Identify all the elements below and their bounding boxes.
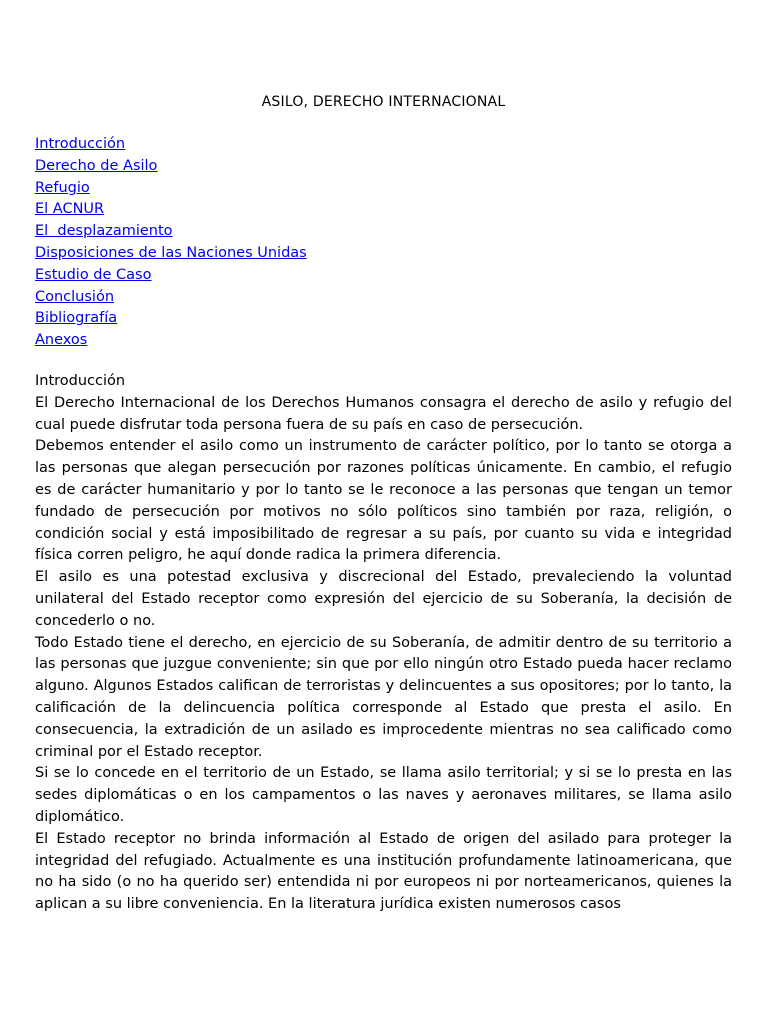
toc-link-introduccion[interactable]: Introducción bbox=[35, 136, 126, 152]
toc-link-el-desplazamiento[interactable]: El desplazamiento bbox=[35, 223, 173, 240]
body-paragraph: Todo Estado tiene el derecho, en ejercicio de su Soberanía, de admitir dentro de su territorio a las personas que juzgue conveniente; sin que por ello ningún otro Estado pueda hacer reclamo alguno. Algunos Estados califican de terroristas y delincuentes a sus opositores; por lo tanto, la calificación de la delincuencia política corresponde al Estado que presta el asilo. En consecuencia, la extradición de un asilado es improcedente mientras no sea calificado como criminal por el Estado receptor. bbox=[35, 634, 732, 760]
body-paragraph: Debemos entender el asilo como un instrumento de carácter político, por lo tanto se otorga a las personas que alegan persecución por razones políticas únicamente. En cambio, el refugio es de carácter humanitario y por lo tanto se le reconoce a las personas que tengan un temor fundado de persecución por motivos no sólo políticos sino también por raza, religión, o condición social y está imposibilitado de regresar a su país, por cuanto su vida e integridad física corren peligro, he aquí donde radica la primera diferencia. bbox=[35, 438, 732, 564]
body-paragraph: El asilo es una potestad exclusiva y discrecional del Estado, prevaleciendo la voluntad unilateral del Estado receptor como expresión del ejercicio de su Soberanía, la decisión de concederlo o no. bbox=[35, 569, 732, 629]
toc-link-conclusion[interactable]: Conclusión bbox=[35, 288, 115, 305]
section-heading-introduccion: Introducción bbox=[35, 373, 126, 389]
toc-item bbox=[35, 330, 307, 352]
toc-item bbox=[35, 265, 307, 287]
toc-link-refugio[interactable]: Refugio bbox=[35, 179, 90, 196]
toc-item bbox=[35, 308, 307, 330]
body-paragraph: El Estado receptor no brinda información al Estado de origen del asilado para proteger la integridad del refugiado. Actualmente es una institución profundamente latinoamericana, que no ha sido (o no ha querido ser) entendida ni por europeos ni por norteamericanos, quienes la aplican a su libre conveniencia. En la literatura jurídica existen numerosos casos bbox=[35, 830, 732, 913]
document-title: ASILO, DERECHO INTERNACIONAL bbox=[261, 94, 506, 110]
toc-link-derecho-de-asilo[interactable]: Derecho de Asilo bbox=[35, 157, 158, 174]
toc-item bbox=[35, 156, 307, 178]
toc-link-bibliografia[interactable]: Bibliografía bbox=[35, 310, 118, 327]
toc-link-estudio-de-caso[interactable]: Estudio de Caso bbox=[35, 266, 152, 283]
table-of-contents bbox=[35, 134, 307, 352]
toc-item bbox=[35, 243, 307, 265]
toc-link-anexos[interactable]: Anexos bbox=[35, 332, 88, 349]
body-paragraph: Si se lo concede en el territorio de un Estado, se llama asilo territorial; y si se lo presta en las sedes diplomáticas o en los campamentos o las naves y aeronaves militares, se llama asilo diplomático. bbox=[35, 765, 732, 825]
toc-link-el-acnur[interactable]: El ACNUR bbox=[35, 201, 105, 218]
toc-item bbox=[35, 178, 307, 200]
document-body bbox=[35, 371, 732, 916]
toc-item bbox=[35, 134, 307, 156]
toc-link-disposiciones[interactable]: Disposiciones de las Naciones Unidas bbox=[35, 244, 307, 261]
toc-item bbox=[35, 199, 307, 221]
body-paragraph: El Derecho Internacional de los Derechos Humanos consagra el derecho de asilo y refugio del cual puede disfrutar toda persona fuera de su país en caso de persecución. bbox=[35, 394, 732, 433]
toc-item bbox=[35, 221, 307, 243]
toc-item bbox=[35, 287, 307, 309]
